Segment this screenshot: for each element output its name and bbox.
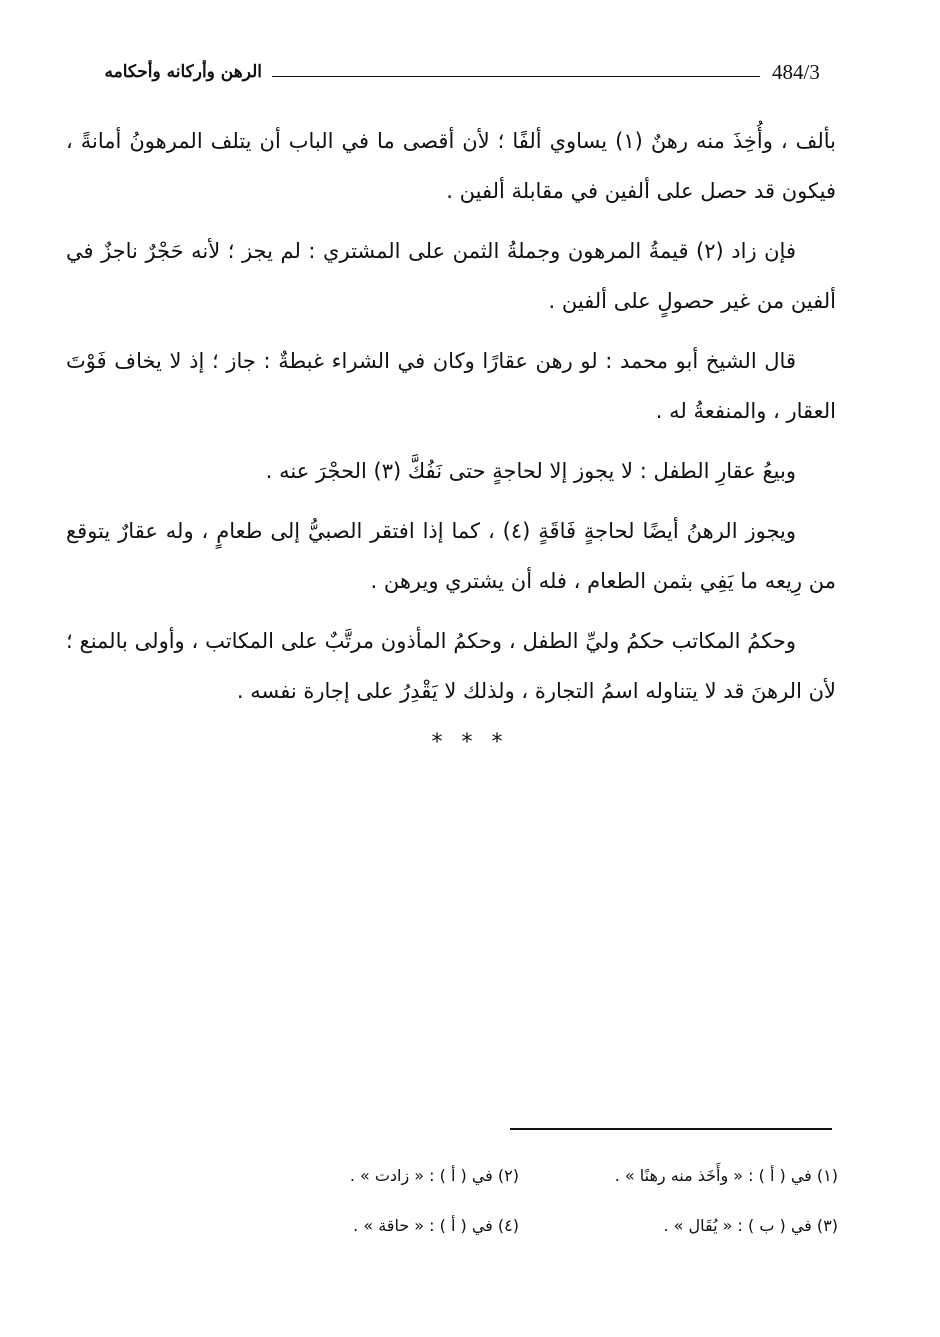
paragraph: بألف ، وأُخِذَ منه رهنٌ (١) يساوي ألفًا ؛ لأن أقصى ما في الباب أن يتلف المرهونُ أمانةً ، فيكون قد حصل على ألفين في مقابلة ألفين . <box>66 129 836 203</box>
footnote: (٢) في ( أ ) : « زادت » . <box>349 1165 519 1185</box>
footnote: (١) في ( أ ) : « وأَخَذ منه رهنًا » . <box>614 1165 838 1185</box>
page-number: 484/3 <box>772 60 820 84</box>
footnote-row <box>200 1150 838 1200</box>
footnote: (٣) في ( ب ) : « يُقَال » . <box>663 1215 838 1235</box>
paragraph: وبيعُ عقارِ الطفل : لا يجوز إلا لحاجةٍ حتى نَفُكَّ (٣) الحجْرَ عنه . <box>265 459 796 483</box>
running-header <box>62 58 838 92</box>
paragraph: ويجوز الرهنُ أيضًا لحاجةٍ فَاقَةٍ (٤) ، كما إذا افتقر الصبيُّ إلى طعامٍ ، وله عقارٌ يتوقع من رِيعه ما يَفِي بثمن الطعام ، فله أن يشتري ويرهن . <box>66 519 836 593</box>
footnote: (٤) في ( أ ) : « حاقة » . <box>353 1215 519 1235</box>
footnote-row <box>200 1200 838 1250</box>
header-rule <box>272 76 760 77</box>
paragraph: قال الشيخ أبو محمد : لو رهن عقارًا وكان في الشراء غبطةٌ : جاز ؛ إذ لا يخاف فَوْتَ العقار ، والمنفعةُ له . <box>66 349 836 423</box>
footnotes <box>200 1150 838 1250</box>
paragraph: وحكمُ المكاتب حكمُ وليِّ الطفل ، وحكمُ المأذون مرتَّبٌ على المكاتب ، وأولى بالمنع ؛ لأن الرهنَ قد لا يتناوله اسمُ التجارة ، ولذلك لا يَقْدِرُ على إجارة نفسه . <box>66 629 836 703</box>
footnote-rule <box>510 1128 832 1130</box>
paragraph: فإن زاد (٢) قيمةُ المرهون وجملةُ الثمن على المشتري : لم يجز ؛ لأنه حَجْرٌ ناجزٌ في ألفين من غير حصولٍ على ألفين . <box>66 239 836 313</box>
running-title: الرهن وأركانه وأحكامه <box>104 62 262 82</box>
main-text <box>66 116 836 726</box>
section-separator: * * * <box>431 730 509 755</box>
